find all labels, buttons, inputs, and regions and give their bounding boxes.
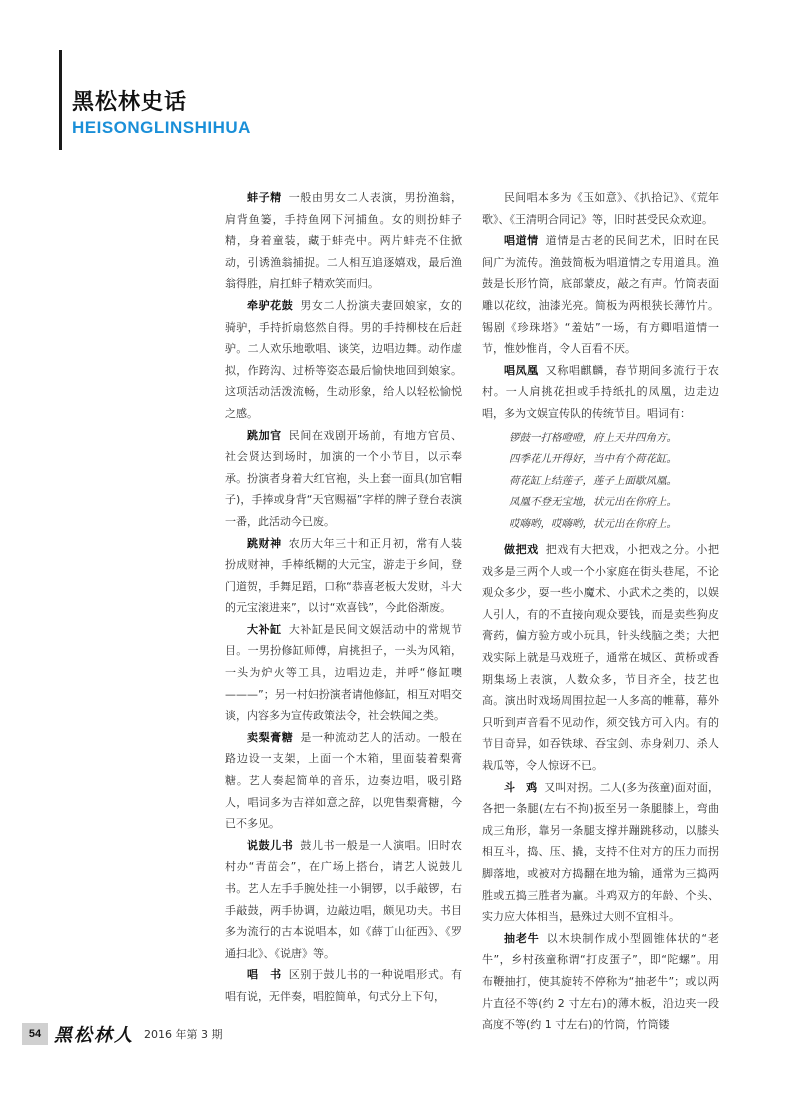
entry-text: 又叫对拐。二人(多为孩童)面对面，各把一条腿(左右不拘)扳至另一条腿膝上，弯曲成三角形，靠另一条腿支撑并蹦跳移动，以膝头相互斗，捣、压、撬，支持不住对方的压力而拐脚落地，或被对方捣翻在地为输，通常为三捣两胜或五捣三胜者为赢。斗鸡双方的年龄、个头、实力应大体相当，悬殊过大则不宜相斗。 [482, 780, 720, 924]
lyrics-verse [482, 428, 719, 536]
entry-paragraph [225, 835, 462, 965]
entry-paragraph [482, 539, 719, 777]
entry-paragraph [225, 964, 462, 1007]
verse-line: 锣鼓一打格噔噔，府上天井四角方。 [509, 431, 677, 444]
right-entries-top [482, 230, 719, 424]
entry-paragraph [482, 928, 719, 1036]
entry-term: 牵驴花鼓 [247, 298, 294, 312]
entry-text: 鼓儿书一般是一人演唱。旧时农村办“青苗会”，在广场上搭台，请艺人说鼓儿书。艺人左手手腕处挂一小铜锣，以手敲锣，右手敲鼓，两手协调，边敲边唱，颇见功夫。书目多为流行的古本说唱本，如《薛丁山征西》、《罗通扫北》、《说唐》等。 [225, 838, 463, 960]
entry-paragraph [225, 295, 462, 425]
entry-text: 又称唱麒麟，春节期间多流行于农村。一人肩挑花担或手持纸扎的凤凰，边走边唱，多为文娱宣传队的传统节目。唱词有： [482, 363, 719, 420]
entry-term: 抽老牛 [504, 931, 540, 945]
section-title: 黑松林史话 [72, 90, 188, 115]
entry-paragraph [225, 187, 462, 295]
entry-text: 以木块制作成小型圆锥体状的“老牛”，乡村孩童称谓“打皮蛋子”，即“陀螺”。用布鞭抽打，使其旋转不停称为“抽老牛”；或以两片直径不等(约 2 寸左右)的薄木板，沿边夹一段高度不等(约 1 寸左右)的竹筒，竹筒镂 [482, 931, 719, 1032]
header-accent-bar [59, 50, 62, 150]
entry-text: 农历大年三十和正月初，常有人装扮成财神，手棒纸糊的大元宝，游走于乡间，登门道贺，手舞足蹈，口称“恭喜老板大发财，斗大的元宝滚进来”，以讨“欢喜钱”，今此俗渐废。 [225, 536, 462, 615]
entry-term: 卖梨膏糖 [247, 730, 294, 744]
entry-term: 唱道情 [504, 234, 539, 248]
entry-text: 大补缸是民间文娱活动中的常规节目。一男扮修缸师傅，肩挑担子，一头为风箱，一头为炉火等工具，边唱边走，并呼“修缸噢———”；另一村妇扮演者请他修缸，相互对唱交谈，内容多为宣传政策法令，社会轶闻之类。 [225, 622, 462, 723]
entry-paragraph [225, 727, 462, 835]
right-column [482, 187, 719, 1036]
entry-paragraph [482, 777, 719, 928]
entry-text: 把戏有大把戏，小把戏之分。小把戏多是三两个人或一个小家庭在街头巷尾，不论观众多少，耍一些小魔术、小武术之类的，以娱人引人，有的不直接向观众要钱，而是卖些狗皮膏药，偏方验方或小玩具，针头线脑之类；大把戏实际上就是马戏班子，通常在城区、黄桥或香期集场上表演，人数众多，节目齐全，技艺也高。演出时戏场周围拉起一人多高的帷幕，幕外只听到声音看不见动作，须交钱方可入内。有的节目奇异，如吞铁球、吞宝剑、赤身剁刀、杀人栽瓜等，令人惊讶不已。 [482, 543, 719, 772]
right-entries-bottom [482, 539, 719, 1036]
verse-line: 哎嗨哟，哎嗨哟，状元出在你府上。 [509, 517, 677, 530]
entry-paragraph [225, 425, 462, 533]
entry-term: 大补缸 [247, 622, 282, 636]
entry-paragraph [225, 619, 462, 727]
entry-paragraph [482, 360, 719, 425]
entry-term: 跳财神 [247, 536, 282, 550]
entry-term: 唱凤凰 [504, 363, 539, 377]
entry-text: 民间在戏剧开场前，有地方官员、社会贤达到场时，加演的一个小节目，以示奉承。扮演者身着大红官袍，头上套一面具(加官帽子)，手捧或身背“天官赐福”字样的牌子登台表演一番，此活动今已废。 [225, 428, 462, 528]
continued-paragraph: 民间唱本多为《玉如意》、《扒拾记》、《荒年歌》、《王清明合同记》等，旧时甚受民众欢迎。 [482, 191, 719, 226]
entry-text: 是一种流动艺人的活动。一般在路边设一支架，上面一个木箱，里面装着梨膏糖。艺人奏起简单的音乐，边奏边唱，吸引路人，唱词多为吉祥如意之辞，以兜售梨膏糖，今已不多见。 [225, 730, 463, 831]
verse-line: 四季花儿开得好，当中有个荷花缸。 [509, 453, 677, 466]
entry-term: 做把戏 [504, 543, 539, 557]
entry-term: 蚌子精 [247, 191, 282, 204]
entry-term: 斗 鸡 [504, 780, 538, 794]
entry-text: 男女二人扮演夫妻回娘家，女的骑驴，手持折扇悠然自得。男的手持柳枝在后赶驴。二人欢乐地歌唱、谈笑，边唱边舞。动作虚拟，作跨沟、过桥等姿态最后愉快地回到娘家。这项活动活泼流畅，生动形象，给人以轻松愉悦之感。 [225, 298, 463, 420]
entry-term: 跳加官 [247, 428, 282, 442]
page-number: 54 [22, 1023, 48, 1045]
entry-term: 唱 书 [247, 968, 282, 982]
section-title-pinyin: HEISONGLINSHIHUA [72, 118, 251, 137]
left-column [225, 187, 462, 1008]
issue-label: 2016 年第 3 期 [144, 1028, 223, 1041]
entry-paragraph [225, 533, 462, 619]
entry-text: 区别于鼓儿书的一种说唱形式。有唱有说，无伴奏，唱腔简单，句式分上下句， [225, 968, 462, 1003]
page-footer [22, 1023, 222, 1045]
verse-line: 凤凰不登无宝地，状元出在你府上。 [509, 496, 677, 509]
entry-text: 道情是古老的民间艺术，旧时在民间广为流传。渔鼓简板为唱道情之专用道具。渔鼓是长形竹筒，底部蒙皮，敲之有声。竹筒表面雕以花纹，油漆光亮。简板为两根狭长薄竹片。锡剧《珍珠塔》“羞姑”一场，有方卿唱道情一节，惟妙惟肖，令人百看不厌。 [482, 234, 719, 356]
verse-line: 荷花缸上结莲子，莲子上面歇凤凰。 [509, 474, 677, 487]
entry-paragraph [482, 230, 719, 360]
magazine-logo: 黑松林人 [54, 1025, 134, 1046]
entry-term: 说鼓儿书 [247, 838, 294, 852]
entry-text: 一般由男女二人表演，男扮渔翁，肩背鱼篓，手持鱼网下河捕鱼。女的则扮蚌子精，身着童装，藏于蚌壳中。两片蚌壳不住掀动，引诱渔翁捕捉。二人相互追逐嬉戏，最后渔翁得胜，肩扛蚌子精欢笑而归。 [225, 191, 462, 291]
